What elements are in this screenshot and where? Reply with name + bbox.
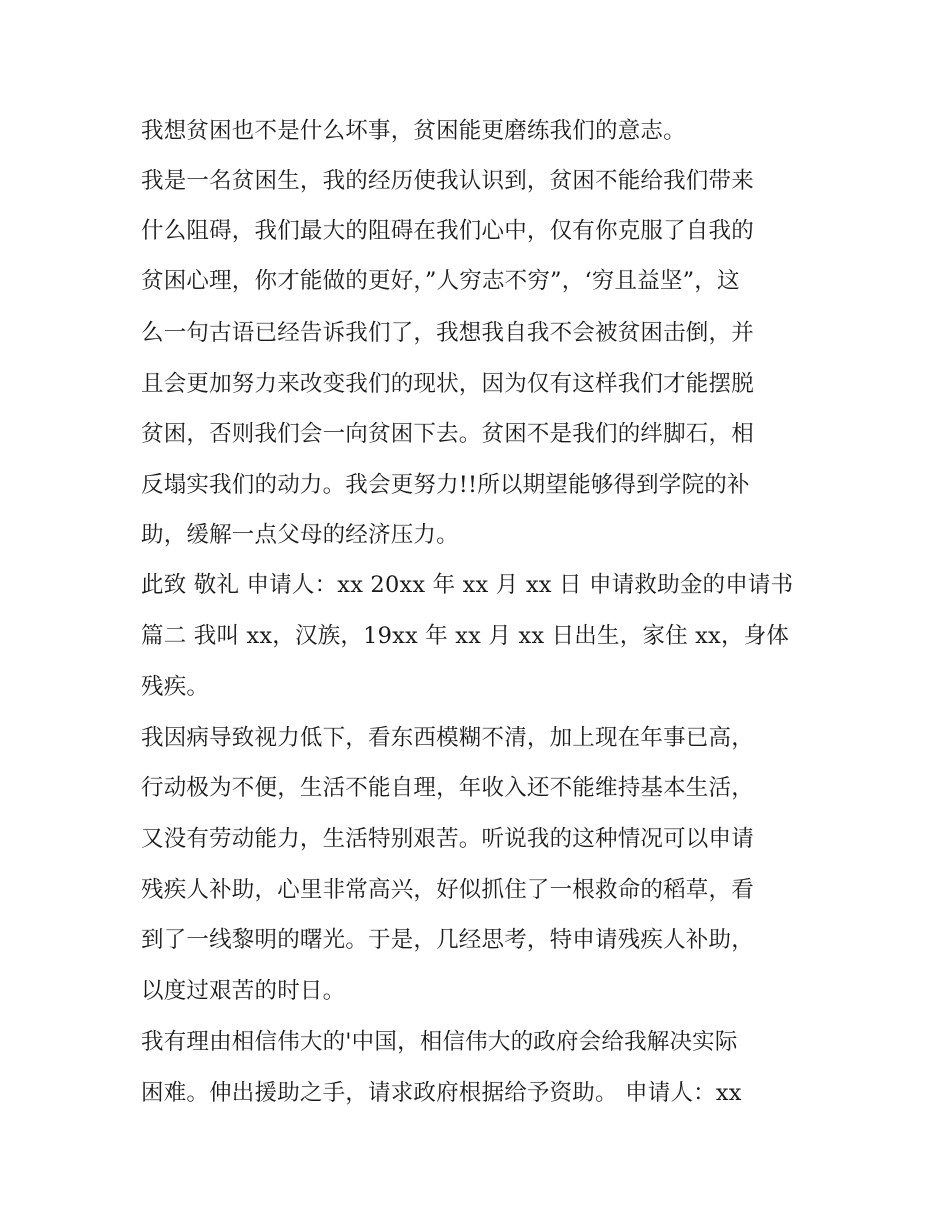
text-line: 行动极为不便，生活不能自理，年收入还不能维持基本生活，: [141, 775, 754, 801]
text-line: 到了一线黎明的曙光。于是，几经思考，特申请残疾人补助，: [141, 927, 754, 953]
text-line: 我有理由相信伟大的'中国，相信伟大的政府会给我解决实际: [141, 1029, 738, 1055]
text-line: 反塌实我们的动力。我会更努力!!所以期望能够得到学院的补: [141, 472, 750, 498]
text-line: 助，缓解一点父母的经济压力。: [141, 522, 459, 548]
text-line: 残疾。: [141, 674, 210, 700]
text-line: 我想贫困也不是什么坏事，贫困能更磨练我们的意志。: [141, 118, 686, 144]
text-line: 且会更加努力来改变我们的现状，因为仅有这样我们才能摆脱: [141, 371, 754, 397]
text-line: 我因病导致视力低下，看东西模糊不清，加上现在年事已高，: [141, 725, 754, 751]
text-line: 以度过艰苦的时日。: [141, 978, 346, 1004]
text-line: 贫困心理，你才能做的更好，”人穷志不穷”，‘穷且益坚”，这: [141, 268, 740, 294]
text-line: 又没有劳动能力，生活特别艰苦。听说我的这种情况可以申请: [141, 826, 754, 852]
text-line: 什么阻碍，我们最大的阻碍在我们心中，仅有你克服了自我的: [141, 218, 754, 244]
text-line: 么一句古语已经告诉我们了，我想我自我不会被贫困击倒，并: [141, 320, 754, 346]
text-line: 残疾人补助，心里非常高兴，好似抓住了一根救命的稻草，看: [141, 877, 754, 903]
text-line: 我是一名贫困生，我的经历使我认识到，贫困不能给我们带来: [141, 168, 754, 194]
text-line: 篇二 我叫 xx，汉族，19xx 年 xx 月 xx 日出生，家住 xx，身体: [141, 623, 790, 649]
text-line: 此致 敬礼 申请人：xx 20xx 年 xx 月 xx 日 申请救助金的申请书: [141, 572, 794, 598]
text-line: 贫困，否则我们会一向贫困下去。贫困不是我们的绊脚石，相: [141, 421, 754, 447]
text-line: 困难。伸出援助之手，请求政府根据给予资助。 申请人：xx: [141, 1080, 742, 1106]
